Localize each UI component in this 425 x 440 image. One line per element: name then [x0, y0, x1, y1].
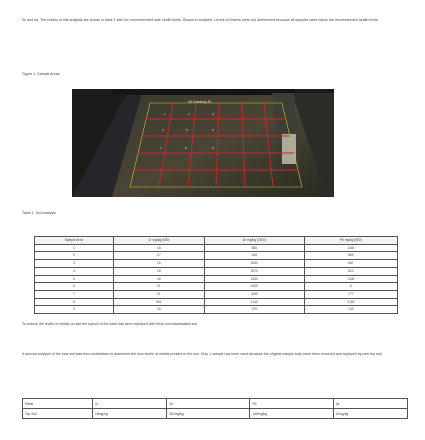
photo-label: 26 Cranbury St [188, 100, 211, 104]
table-cell: 822 [304, 267, 397, 275]
table-row [35, 244, 398, 252]
top-soil-table [22, 398, 408, 419]
figure-caption: Figure 1. Sample Areas [22, 72, 60, 76]
table-cell: 9 [35, 306, 114, 314]
table-cell: 1520 [204, 283, 304, 291]
header-metal: Metal [23, 399, 93, 409]
sample-areas-image [72, 89, 334, 197]
header-pb: Pb mg/kg (500) [304, 237, 397, 245]
svg-text:3: 3 [212, 112, 214, 116]
table-cell: 21 [113, 283, 204, 291]
table-cell: 15mg/kg [93, 409, 167, 419]
table-cell: 777 [304, 290, 397, 298]
table-cell: 3150 [204, 290, 304, 298]
table-cell: 149 [304, 306, 397, 314]
table-cell: 1160 [304, 244, 397, 252]
table-cell: 2 [35, 252, 114, 260]
header-cr: Cr [93, 399, 167, 409]
header-zn: Zn mg/kg (7400) [204, 237, 304, 245]
svg-text:5: 5 [186, 128, 188, 132]
table-row [35, 290, 398, 298]
header-as: As [333, 399, 407, 409]
table-cell: 4 [35, 267, 114, 275]
table-header-row [35, 237, 398, 245]
header-zn: Zn [167, 399, 250, 409]
header-cr: Cr mg/kg (600) [113, 237, 204, 245]
paragraph-three: A second analysis of the new soil was then undertaken to determine the new levels of metals present in the soil. Only 1 sample has been used because the original sample soils have been removed and replaced by new top soil. [22, 352, 383, 356]
table-cell: 168mg/kg [250, 409, 333, 419]
table-row [35, 283, 398, 291]
intro-paragraph: Zn and As. The results of this analysis are shown in table 1 with the recommended safe health limits. Shown in brackets. Levels of Arsenic were not determined because all samples were below the recommended health limits. [22, 18, 379, 22]
svg-text:2: 2 [188, 112, 190, 116]
table-row [35, 275, 398, 283]
table-cell: 1140 [204, 298, 304, 306]
table-cell: 1550 [204, 275, 304, 283]
soil-analysis-table [34, 236, 398, 314]
table-cell: 515 [204, 252, 304, 260]
table-cell: 18 [113, 267, 204, 275]
svg-text:6: 6 [212, 128, 214, 132]
table-cell: 2070 [204, 267, 304, 275]
table-row [35, 298, 398, 306]
svg-text:9: 9 [212, 146, 214, 150]
table-cell: 1 [35, 244, 114, 252]
table-row [35, 252, 398, 260]
paragraph-two: To reduce the levels of metals on site the topsoil of the back has been replaced with fresh uncontaminated soil. [22, 322, 198, 326]
table-cell: 351mg/kg [167, 409, 250, 419]
table-cell: 2050 [204, 260, 304, 268]
table-cell: 6 [304, 283, 397, 291]
table-cell: 8 [35, 298, 114, 306]
table-cell: Top Soil [23, 409, 93, 419]
table-cell: 5 [35, 275, 114, 283]
svg-text:4: 4 [162, 128, 164, 132]
table-cell: 6 [35, 283, 114, 291]
sample-areas-photo [72, 89, 334, 197]
table-cell: 21 [113, 290, 204, 298]
table-cell: 10mg/kg [333, 409, 407, 419]
header-pb: Pb [250, 399, 333, 409]
table-cell: 2160 [304, 298, 397, 306]
table-cell: 561 [113, 298, 204, 306]
table-cell: 379 [204, 306, 304, 314]
table-row [23, 409, 408, 419]
header-sample-area: Sample Area [35, 237, 114, 245]
table-cell: 7 [35, 290, 114, 298]
table-cell: 18 [113, 244, 204, 252]
table-cell: 1430 [304, 275, 397, 283]
table-row [35, 306, 398, 314]
svg-text:7: 7 [160, 146, 162, 150]
svg-text:1: 1 [164, 112, 166, 116]
table-header-row [23, 399, 408, 409]
svg-text:8: 8 [185, 146, 187, 150]
table-cell: 16 [113, 260, 204, 268]
table-cell: 565 [204, 244, 304, 252]
table-row [35, 260, 398, 268]
table-cell: 45 [113, 275, 204, 283]
table-cell: 17 [113, 252, 204, 260]
table-caption: Table 1. Soil Analysis [22, 211, 56, 215]
table-cell: 3 [35, 260, 114, 268]
table-row [35, 267, 398, 275]
table-cell: 687 [304, 260, 397, 268]
table-cell: 33 [113, 306, 204, 314]
table-cell: 869 [304, 252, 397, 260]
